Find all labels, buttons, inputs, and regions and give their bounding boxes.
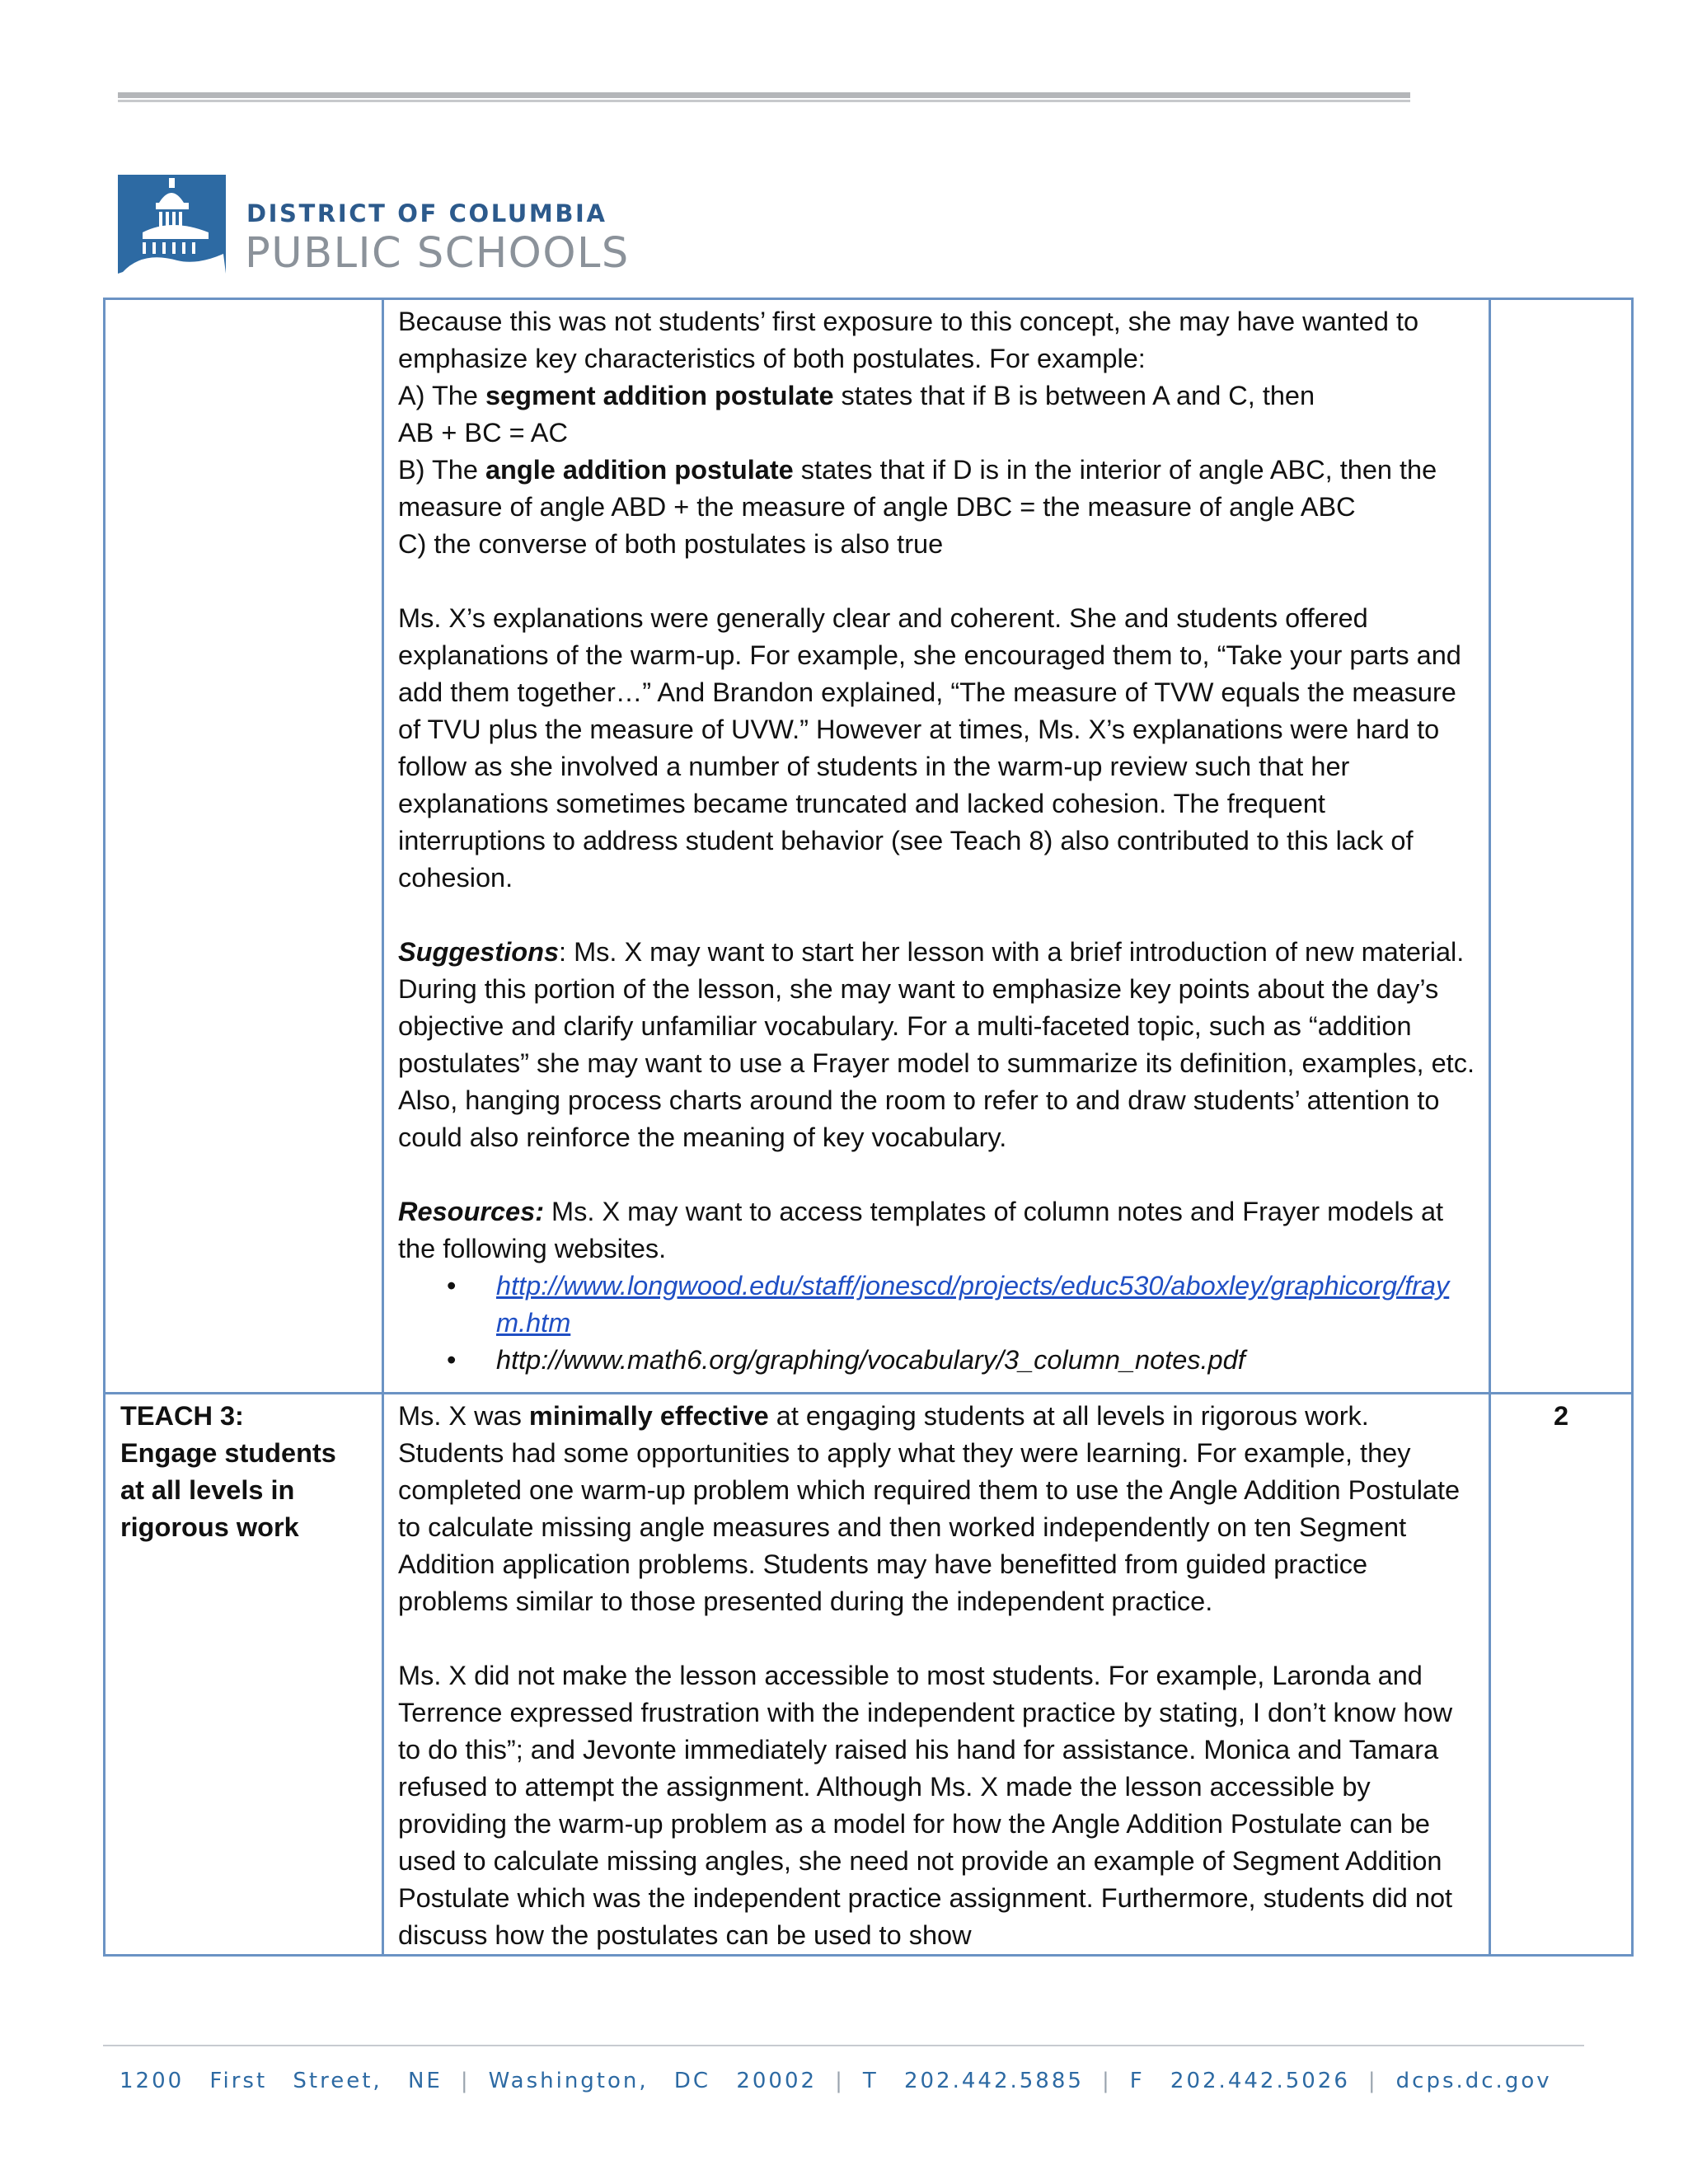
intro-text: Because this was not students’ first exposure to this concept, she may have wanted to emphasize key characteristics of both postulates. For example: (398, 307, 1419, 373)
logo-district-text: DISTRICT OF COLUMBIA (246, 199, 607, 227)
rating-level: minimally effective (528, 1401, 769, 1431)
resource-links (398, 1268, 1475, 1379)
score-cell-empty (1490, 299, 1633, 1394)
footer-fax: F 202.442.5026 (1129, 2069, 1350, 2093)
standard-cell (105, 1394, 383, 1956)
postulate-a: A) The segment addition postulate states that if B is between A and C, then (398, 381, 1315, 410)
footer-website[interactable]: dcps.dc.gov (1395, 2069, 1552, 2093)
rating-paragraph: Ms. X was minimally effective at engaging students at all levels in rigorous work. Students had some opportunities to apply what they were learning. For example, they completed one warm-up problem which required them to use the Angle Addition Postulate to calculate missing angle measures and then worked independently on ten Segment Addition application problems. Students may have benefitted from guided practice problems similar to those presented during the independent practice. (398, 1401, 1461, 1616)
standard-code: TEACH 3: (120, 1401, 244, 1431)
postulate-c: C) the converse of both postulates is also true (398, 529, 944, 559)
header-rule (118, 92, 1410, 102)
resources-paragraph: Resources: Ms. X may want to access templates of column notes and Frayer models at the following websites. (398, 1197, 1444, 1263)
column-notes-url: http://www.math6.org/graphing/vocabulary/3_column_notes.pdf (496, 1345, 1245, 1375)
list-item (496, 1268, 1475, 1342)
score-cell (1490, 1394, 1633, 1956)
comment-cell (383, 1394, 1490, 1956)
postulate-b: B) The angle addition postulate states that if D is in the interior of angle ABC, then the measure of angle ABD + the measure of angle DBC = the measure of angle ABC (398, 455, 1437, 522)
suggestions-label: Suggestions (398, 937, 560, 967)
standard-cell-empty (105, 299, 383, 1394)
accessibility-paragraph: Ms. X did not make the lesson accessible to most students. For example, Laronda and Terrence expressed frustration with the independent practice by stating, I don’t know how to do this”; and Jevonte immediately raised his hand for assistance. Monica and Tamara refused to attempt the assignment. Although Ms. X made the lesson accessible by providing the warm-up problem as a model for how the Angle Addition Postulate can be used to calculate missing angles, she need not provide an example of Segment Addition Postulate which was the independent practice assignment. Furthermore, students did not discuss how the postulates can be used to show (398, 1661, 1453, 1950)
footer-city: Washington, DC 20002 (488, 2069, 818, 2093)
score-value: 2 (1553, 1401, 1569, 1431)
postulate-a-formula: AB + BC = AC (398, 418, 568, 448)
logo-schools-text: PUBLIC SCHOOLS (245, 229, 630, 278)
suggestions-paragraph: Suggestions: Ms. X may want to start her lesson with a brief introduction of new material. During this portion of the lesson, she may want to emphasize key points about the day’s objective and clarify unfamiliar vocabulary. For a multi-faceted topic, such as “addition postulates” she may want to use a Frayer model to summarize its definition, examples, etc. Also, hanging process charts around the room to refer to and draw students’ attention to could also reinforce the meaning of key vocabulary. (398, 937, 1475, 1152)
footer-phone: T 202.442.5885 (862, 2069, 1084, 2093)
footer-address: 1200 First Street, NE | Washington, DC 20002 | T 202.442.5885 | F 202.442.5026 | dcps.dc.gov (120, 2069, 1552, 2093)
capitol-dome-icon (118, 175, 226, 274)
footer-rule (103, 2045, 1584, 2046)
table-row (105, 299, 1633, 1394)
comment-cell (383, 299, 1490, 1394)
footer-street: 1200 First Street, NE (120, 2069, 443, 2093)
resources-label: Resources: (398, 1197, 545, 1226)
list-item (496, 1342, 1475, 1379)
standard-title: Engage students at all levels in rigorous work (120, 1438, 336, 1542)
evaluation-table (103, 298, 1634, 1957)
dcps-logo (118, 175, 678, 278)
frayer-model-link[interactable]: http://www.longwood.edu/staff/jonescd/projects/educ530/aboxley/graphicorg/fraym.htm (496, 1271, 1450, 1338)
table-row (105, 1394, 1633, 1956)
explanations-paragraph: Ms. X’s explanations were generally clear and coherent. She and students offered explanations of the warm-up. For example, she encouraged them to, “Take your parts and add them together…” And Brandon explained, “The measure of TVW equals the measure of TVU plus the measure of UVW.” However at times, Ms. X’s explanations were hard to follow as she involved a number of students in the warm-up review such that her explanations sometimes became truncated and lacked cohesion. The frequent interruptions to address student behavior (see Teach 8) also contributed to this lack of cohesion. (398, 603, 1461, 893)
